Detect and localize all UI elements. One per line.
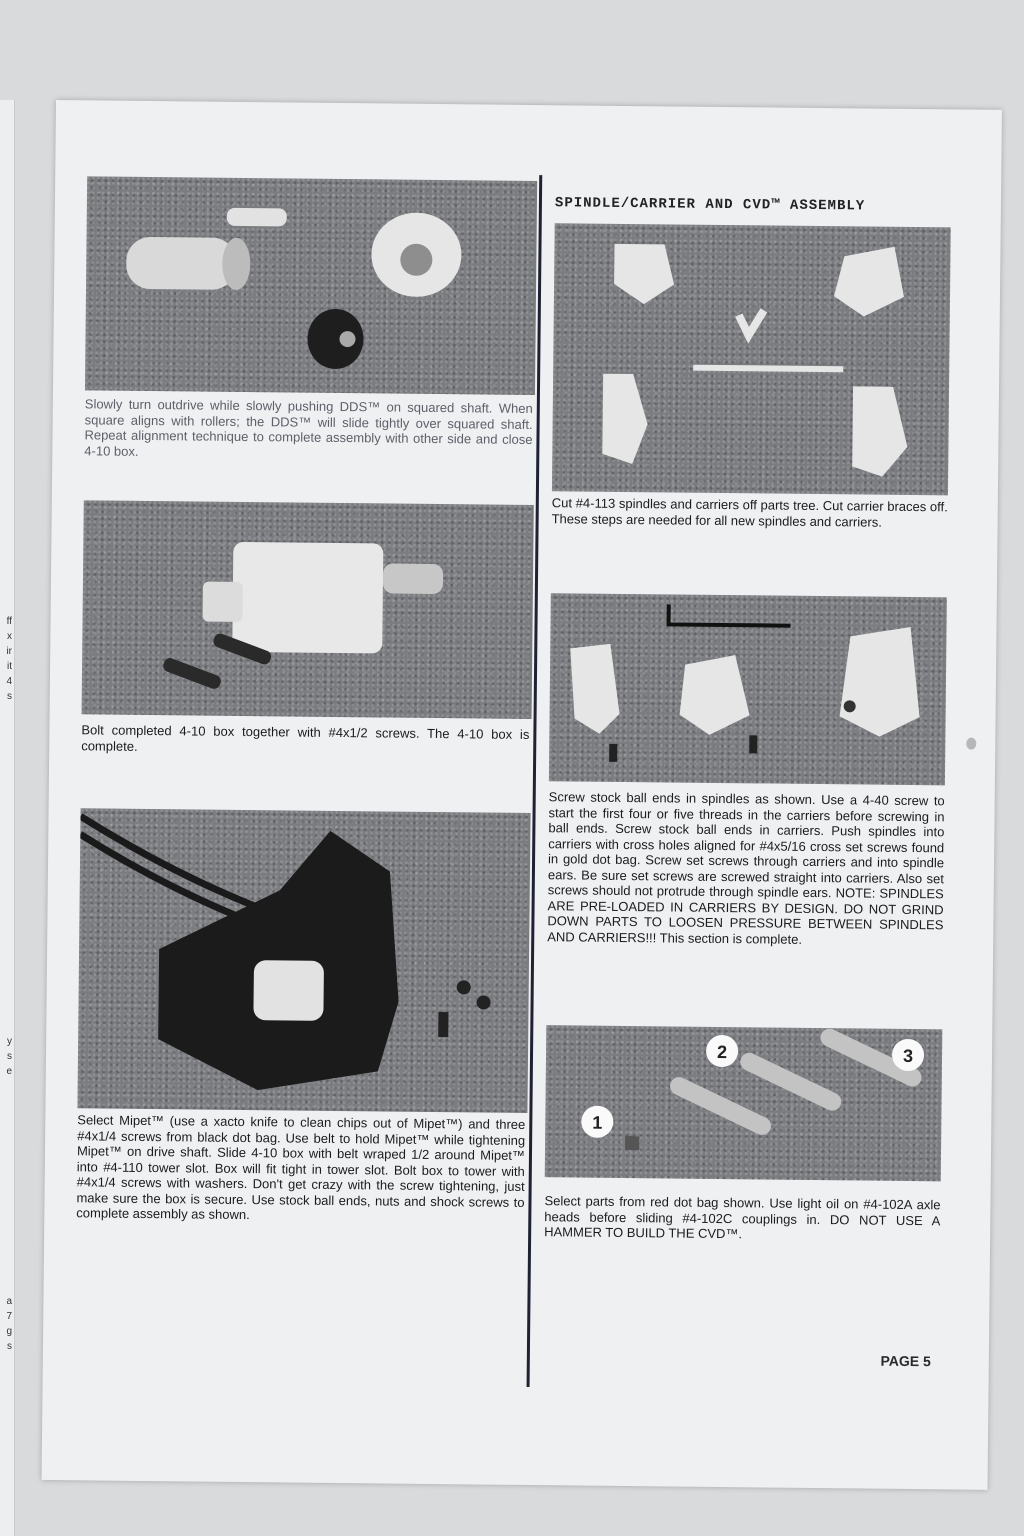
instruction-page [42, 100, 1002, 1490]
edge-text-fragment: ir [6, 646, 12, 657]
washer [457, 980, 471, 994]
edge-text-fragment: g [6, 1326, 12, 1337]
step3-photo-tower-assembly [77, 808, 530, 1113]
carrier [602, 374, 648, 464]
step5-caption: Screw stock ball ends in spindles as shown. Use a 4-40 screw to start the first four or five threads in the carriers before screwing in ball ends. Screw stock ball ends in carriers. Push spindles into carriers with cross holes aligned for #4x5/16 cross set screws found in gold dot bag. Screw set screws through carriers and into spindle ears. Be sure set screws are screwed straight into carriers. Also set screws should not protrude through spindle ears. NOTE: SPINDLES ARE PRE-LOADED IN CARRIERS BY DESIGN. DO NOT GRIND DOWN PARTS TO LOOSEN PRESSURE BETWEEN SPINDLES AND CARRIERS!!! This section is complete. [547, 789, 945, 947]
adjacent-page-edge [0, 100, 15, 1536]
parts-tree-bar [693, 365, 843, 373]
spindle [614, 244, 675, 305]
edge-text-fragment: s [7, 1341, 12, 1352]
edge-text-fragment: s [7, 691, 12, 702]
edge-text-fragment: it [7, 661, 12, 672]
outdrive-parts-illustration [85, 176, 537, 395]
edge-text-fragment: ff [6, 616, 12, 627]
spindle [834, 246, 905, 317]
box-assembly-illustration [82, 500, 534, 719]
edge-text-fragment: y [7, 1036, 12, 1047]
parts-tree-y [739, 310, 764, 335]
section-heading: SPINDLE/CARRIER AND CVD™ ASSEMBLY [554, 195, 866, 215]
edge-text-fragment: s [7, 1051, 12, 1062]
step2-caption: Bolt completed 4-10 box together with #4x1/2 screws. The 4-10 box is complete. [81, 722, 530, 754]
edge-text-fragment: a [6, 1296, 12, 1307]
step6-photo-cvd-parts [545, 1025, 943, 1181]
step2-photo-box-assembly [82, 500, 534, 719]
screw [438, 1012, 448, 1037]
part-number-label: 2 [716, 1041, 728, 1063]
tower-assembly-illustration [77, 808, 530, 1113]
step6-caption: Select parts from red dot bag shown. Use light oil on #4-102A axle heads before sliding #4-102C couplings in. DO NOT USE A HAMMER TO BUILD THE CVD™. [544, 1193, 941, 1242]
edge-text-fragment: 7 [6, 1311, 12, 1322]
drive-cylinder [126, 237, 237, 290]
part-number-label: 1 [592, 1112, 603, 1133]
cvd-axle [667, 1074, 774, 1138]
set-screw [609, 744, 617, 762]
mipet [253, 960, 324, 1021]
ball-ends-illustration [549, 593, 947, 785]
spindle [569, 643, 620, 734]
step4-photo-spindles-carriers [552, 223, 951, 495]
spindles-carriers-illustration [552, 223, 951, 495]
carrier [839, 626, 920, 737]
gearbox [232, 542, 383, 654]
edge-text-fragment: x [7, 631, 12, 642]
screw [161, 656, 222, 690]
coupling [625, 1136, 639, 1150]
spindle-carrier [679, 655, 750, 736]
step1-photo-outdrive-parts [85, 176, 537, 395]
step5-photo-ball-ends [549, 593, 947, 785]
allen-wrench [669, 604, 791, 625]
page-number: PAGE 5 [880, 1352, 931, 1370]
shaft [227, 208, 287, 227]
step3-caption: Select Mipet™ (use a xacto knife to clean chips out of Mipet™) and three #4x1/4 screws from black dot bag. Use belt to hold Mipet™ while tightening Mipet™ on drive shaft. Slide 4-10 box with belt wraped 1/2 around Mipet™ into #4-110 tower slot. Box will fit tight in tower slot. Bolt box to tower with #4x1/4 screws with washers. Don't get crazy with the screw tightening, just make sure the box is secure. Use stock ball ends, nuts and shock screws to complete assembly as shown. [76, 1112, 526, 1223]
binder-hole [966, 738, 976, 750]
cvd-parts-illustration [545, 1025, 943, 1181]
cvd-axle [737, 1050, 844, 1114]
part-number-label: 3 [902, 1045, 914, 1067]
carrier [852, 386, 908, 477]
step4-caption: Cut #4-113 spindles and carriers off parts tree. Cut carrier braces off. These steps are needed for all new spindles and carriers. [551, 495, 948, 530]
set-screw [749, 735, 757, 753]
edge-text-fragment: e [6, 1066, 12, 1077]
step1-caption: Slowly turn outdrive while slowly pushing DDS™ on squared shaft. When square aligns with rollers; the DDS™ will slide tightly over squared shaft. Repeat alignment technique to complete assembly with other side and close 4-10 box. [84, 396, 533, 459]
edge-text-fragment: 4 [6, 676, 12, 687]
